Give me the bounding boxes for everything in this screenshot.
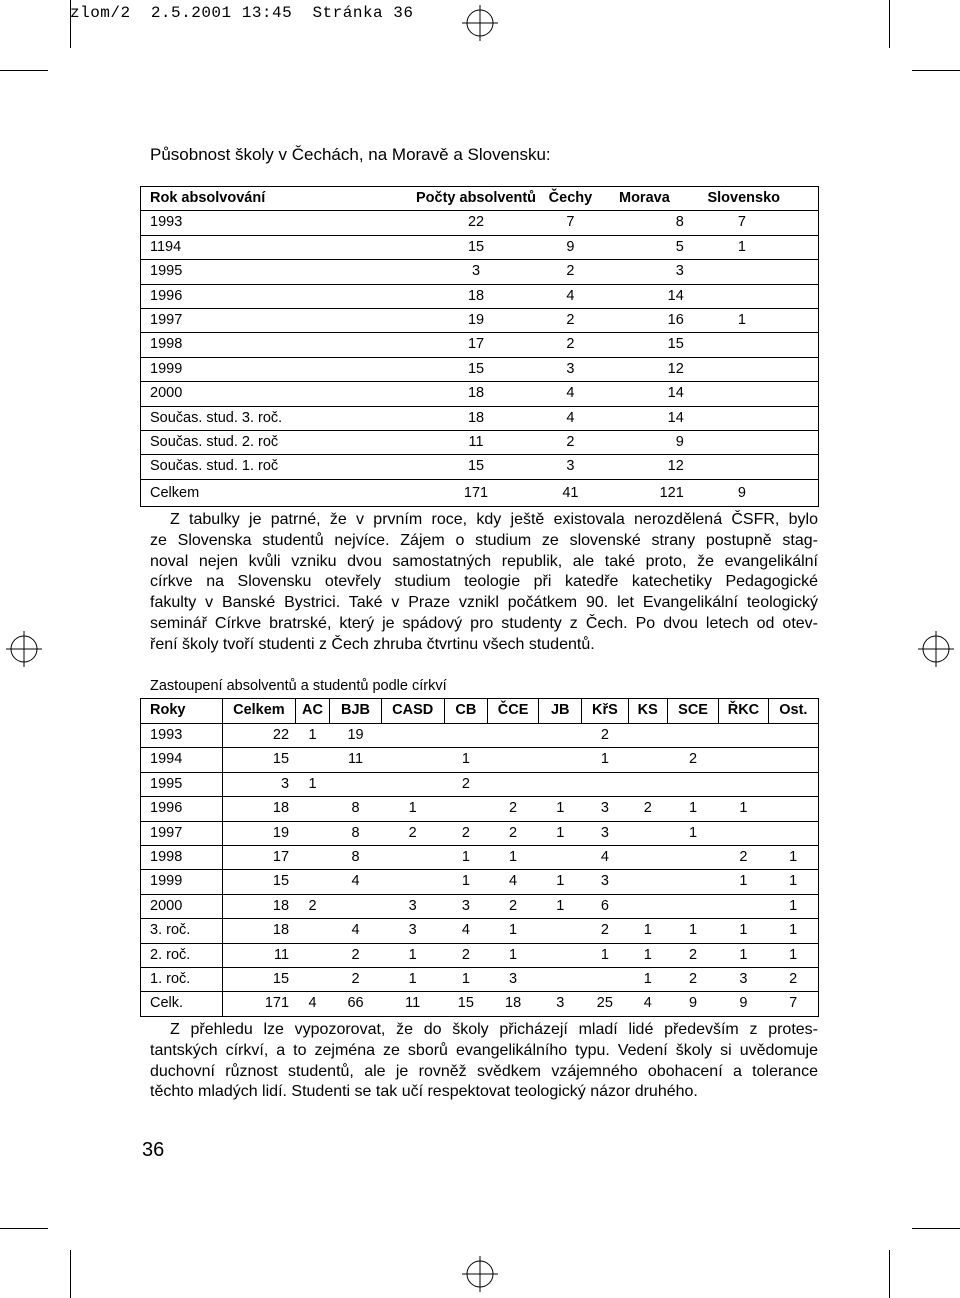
- table-cell: 2: [768, 968, 818, 992]
- column-header: Morava: [601, 187, 684, 211]
- column-header: KS: [628, 699, 667, 724]
- table-row: [141, 406, 819, 430]
- table-row: [141, 943, 819, 967]
- table-cell: 1: [628, 943, 667, 967]
- table-cell: 7: [789, 995, 798, 1012]
- table-cell: 25: [596, 995, 613, 1012]
- table-cell: 9: [737, 484, 746, 501]
- table-cell: Součas. stud. 1. roč: [141, 455, 293, 479]
- table-cell: 1: [768, 919, 818, 943]
- table-cell: 2: [540, 431, 601, 455]
- table-cell: [628, 894, 667, 918]
- table-cell: 4: [330, 870, 381, 894]
- table-cell: [487, 724, 538, 748]
- table-cell: [295, 919, 330, 943]
- table-cell: 1996: [141, 284, 293, 308]
- table-cell: [719, 724, 769, 748]
- table-cell: [768, 724, 818, 748]
- table-cell: 1995: [141, 772, 223, 796]
- table-cell: 22: [223, 724, 295, 748]
- table-cell: 2: [667, 943, 718, 967]
- table-cell: 15: [292, 235, 540, 259]
- table-cell: 3: [444, 894, 487, 918]
- table-cell: 9: [601, 431, 684, 455]
- table-row: [141, 309, 819, 333]
- table-cell: 14: [601, 284, 684, 308]
- table-cell: [539, 772, 582, 796]
- table-cell: 3: [292, 260, 540, 284]
- table-cell: 4: [330, 919, 381, 943]
- table-cell: 3: [540, 455, 601, 479]
- table-row: [141, 919, 819, 943]
- table-cell: [295, 797, 330, 821]
- table-cell: 1: [667, 919, 718, 943]
- table-cell: 4: [540, 406, 601, 430]
- crop-mark: [889, 1250, 890, 1298]
- table-cell: 2: [487, 797, 538, 821]
- table-row: [141, 724, 819, 748]
- table-cell: [539, 724, 582, 748]
- table-cell: [628, 724, 667, 748]
- table-cell: 66: [347, 995, 364, 1012]
- table-cell: 2: [444, 821, 487, 845]
- table-row: [141, 870, 819, 894]
- crop-mark: [0, 70, 48, 71]
- table-row: [141, 333, 819, 357]
- crop-mark: [0, 1228, 48, 1229]
- table-cell: [330, 772, 381, 796]
- table-cell: [667, 772, 718, 796]
- table-cell: 1997: [141, 821, 223, 845]
- column-header: Ost.: [768, 699, 818, 724]
- table-cell: 19: [292, 309, 540, 333]
- table-cell: 171: [463, 484, 489, 501]
- table-cell: [628, 748, 667, 772]
- table-cell: 1: [719, 943, 769, 967]
- crop-mark: [889, 0, 890, 48]
- table-cell: [667, 894, 718, 918]
- table-cell: 4: [582, 846, 628, 870]
- table-cell: [381, 846, 444, 870]
- paragraph-line: noval nejen kvůli vzniku dvou samostatných republik, ale také proto, že evangelikální: [150, 552, 818, 570]
- table2-heading: Zastoupení absolventů a studentů podle církví: [150, 678, 447, 694]
- table-cell: 4: [540, 382, 601, 406]
- column-header: BJB: [330, 699, 381, 724]
- table-cell: 1: [667, 797, 718, 821]
- table-cell: 2: [444, 943, 487, 967]
- table-cell: [330, 894, 381, 918]
- table-cell: 18: [223, 894, 295, 918]
- table-cell: 1: [719, 797, 769, 821]
- table-cell: [295, 821, 330, 845]
- column-header: ŘKC: [719, 699, 769, 724]
- table-cell: 15: [292, 357, 540, 381]
- table-cell: 6: [582, 894, 628, 918]
- table-cell: [684, 382, 819, 406]
- table-cell: Celkem: [150, 484, 200, 501]
- table-cell: 18: [223, 919, 295, 943]
- crop-mark: [912, 1228, 960, 1229]
- table-cell: 8: [601, 211, 684, 235]
- page-number: 36: [142, 1139, 165, 1161]
- table-cell: 1: [444, 870, 487, 894]
- table-cell: [582, 772, 628, 796]
- table-cell: 3: [582, 821, 628, 845]
- table-cell: [628, 870, 667, 894]
- paragraph-line: Z tabulky je patrné, že v prvním roce, kdy ještě existovala nerozdělená ČSFR, bylo: [170, 511, 818, 528]
- table-cell: 3: [601, 260, 684, 284]
- table-cell: 1: [667, 821, 718, 845]
- table-cell: 15: [457, 995, 474, 1012]
- paragraph-church-analysis: [150, 1020, 818, 1103]
- table-cell: [295, 846, 330, 870]
- table-cell: 121: [659, 484, 684, 501]
- table-cell: 2: [444, 772, 487, 796]
- table-cell: 19: [223, 821, 295, 845]
- table-cell: 7: [684, 211, 819, 235]
- table-row: [141, 968, 819, 992]
- table-cell: 3: [540, 357, 601, 381]
- table-cell: 1: [295, 772, 330, 796]
- table-cell: Celk.: [141, 992, 223, 1016]
- table-cell: 2: [667, 748, 718, 772]
- table-cell: 3: [381, 894, 444, 918]
- table-cell: [381, 772, 444, 796]
- table-cell: 11: [223, 943, 295, 967]
- table-header-row: [141, 187, 819, 211]
- table-cell: [381, 870, 444, 894]
- table-cell: [539, 968, 582, 992]
- table-cell: 3: [719, 968, 769, 992]
- table-cell: 2. roč.: [141, 943, 223, 967]
- table-cell: 171: [264, 995, 290, 1012]
- column-header: Rok absolvování: [141, 187, 293, 211]
- table-cell: 18: [292, 406, 540, 430]
- table-cell: [667, 870, 718, 894]
- table-row: [141, 431, 819, 455]
- table-cell: 1: [768, 943, 818, 967]
- table-cell: [628, 846, 667, 870]
- column-header: JB: [539, 699, 582, 724]
- table-cell: 19: [330, 724, 381, 748]
- table-cell: 3: [582, 870, 628, 894]
- table-cell: 18: [292, 382, 540, 406]
- table-cell: [295, 968, 330, 992]
- table-cell: 1: [487, 943, 538, 967]
- table-cell: 1: [444, 968, 487, 992]
- table-row: [141, 894, 819, 918]
- table-cell: 1: [539, 870, 582, 894]
- registration-mark-icon: [918, 631, 954, 667]
- table-cell: 1998: [141, 846, 223, 870]
- table-cell: 11: [330, 748, 381, 772]
- table-cell: [628, 821, 667, 845]
- table-row: [141, 479, 819, 506]
- table-cell: 5: [601, 235, 684, 259]
- table-cell: [768, 772, 818, 796]
- table-cell: 7: [540, 211, 601, 235]
- table-cell: [539, 748, 582, 772]
- table-cell: 14: [601, 406, 684, 430]
- table-cell: 3: [556, 995, 565, 1012]
- column-header: KřS: [582, 699, 628, 724]
- table-header-row: [141, 699, 819, 724]
- print-slug: zlom/2 2.5.2001 13:45 Stránka 36: [70, 4, 414, 22]
- table-cell: 1994: [141, 748, 223, 772]
- table-cell: 2: [330, 943, 381, 967]
- table-cell: [684, 260, 819, 284]
- table-row: [141, 992, 819, 1016]
- column-header: CASD: [381, 699, 444, 724]
- table-cell: 11: [405, 995, 421, 1012]
- table-cell: 2: [540, 260, 601, 284]
- table-row: [141, 235, 819, 259]
- table-cell: 2: [295, 894, 330, 918]
- table-cell: [381, 748, 444, 772]
- table-cell: 1: [684, 235, 819, 259]
- paragraph-region-analysis: [150, 510, 818, 656]
- table-cell: 1: [381, 943, 444, 967]
- column-header: Slovensko: [684, 187, 819, 211]
- table-cell: [684, 431, 819, 455]
- paragraph-line: ření školy tvoří studenti z Čech zhruba čtvrtinu všech studentů.: [150, 635, 595, 653]
- table-cell: Součas. stud. 2. roč: [141, 431, 293, 455]
- table-cell: [295, 943, 330, 967]
- table-cell: [487, 748, 538, 772]
- table-cell: Součas. stud. 3. roč.: [141, 406, 293, 430]
- table-cell: 1999: [141, 870, 223, 894]
- table-cell: 12: [601, 455, 684, 479]
- table-cell: 1: [719, 919, 769, 943]
- table-cell: 1995: [141, 260, 293, 284]
- paragraph-line: církve na Slovensku otevřely studium teologie při katedře katechetiky Pedagogické: [150, 573, 818, 591]
- table-row: [141, 797, 819, 821]
- table-cell: 2: [540, 309, 601, 333]
- table-cell: 3: [487, 968, 538, 992]
- table-cell: [684, 333, 819, 357]
- table1-heading: Působnost školy v Čechách, na Moravě a Slovensku:: [150, 145, 551, 164]
- paragraph-line: tantských církví, a to zejména ze sborů evangelikálního typu. Vedení školy si uvědomuje: [150, 1041, 818, 1059]
- table-cell: 1: [444, 846, 487, 870]
- table-cell: [768, 821, 818, 845]
- table-cell: 2: [381, 821, 444, 845]
- table-cell: 2: [540, 333, 601, 357]
- table-cell: [719, 894, 769, 918]
- table-cell: [539, 919, 582, 943]
- table-cell: [381, 724, 444, 748]
- table-cell: [582, 968, 628, 992]
- table-cell: 22: [292, 211, 540, 235]
- table-cell: 1: [768, 846, 818, 870]
- table-cell: 1: [628, 919, 667, 943]
- table-row: [141, 772, 819, 796]
- table-cell: 14: [601, 382, 684, 406]
- table-cell: 3: [582, 797, 628, 821]
- paragraph-line: ze Slovenska studentů nejvíce. Zájem o studium ze slovenské strany postupně stag-: [150, 531, 818, 549]
- table-cell: 1194: [141, 235, 293, 259]
- paragraph-line: duchovní různost studentů, ale je rovněž svědkem vzájemného obohacení a tolerance: [150, 1062, 818, 1080]
- table-cell: 15: [223, 968, 295, 992]
- table-cell: 1: [582, 943, 628, 967]
- table-cell: 2: [487, 821, 538, 845]
- table-row: [141, 211, 819, 235]
- column-header: Počty absolventů: [292, 187, 540, 211]
- table-cell: 3: [381, 919, 444, 943]
- table-cell: 1: [444, 748, 487, 772]
- crop-mark: [70, 1250, 71, 1298]
- table-row: [141, 284, 819, 308]
- table-cell: 1: [539, 797, 582, 821]
- table-cell: 17: [292, 333, 540, 357]
- column-header: Čechy: [540, 187, 601, 211]
- registration-mark-icon: [6, 631, 42, 667]
- table-cell: 4: [643, 995, 652, 1012]
- table-row: [141, 821, 819, 845]
- table-row: [141, 846, 819, 870]
- table-cell: [539, 846, 582, 870]
- table-cell: 1: [582, 748, 628, 772]
- registration-mark-icon: [462, 1256, 498, 1292]
- table-cell: 1993: [141, 211, 293, 235]
- table-cell: 3. roč.: [141, 919, 223, 943]
- table-cell: [684, 455, 819, 479]
- table-cell: [768, 748, 818, 772]
- table-cell: 15: [601, 333, 684, 357]
- table-cell: 16: [601, 309, 684, 333]
- table-row: [141, 748, 819, 772]
- table-cell: 15: [292, 455, 540, 479]
- table-row: [141, 455, 819, 479]
- table-cell: 12: [601, 357, 684, 381]
- table-cell: 9: [739, 995, 748, 1012]
- table-cell: [539, 943, 582, 967]
- table-cell: 1: [684, 309, 819, 333]
- paragraph-line: fakulty v Banské Bystrici. Také v Praze vznikl počátkem 90. let Evangelikální teologický: [150, 594, 818, 612]
- table-cell: [684, 406, 819, 430]
- table-cell: 15: [223, 748, 295, 772]
- table-cell: 4: [444, 919, 487, 943]
- column-header: SCE: [667, 699, 718, 724]
- table-cell: 1: [628, 968, 667, 992]
- table-cell: 1. roč.: [141, 968, 223, 992]
- table-cell: [667, 724, 718, 748]
- column-header: AC: [295, 699, 330, 724]
- table-cell: 9: [689, 995, 698, 1012]
- column-header: Roky: [141, 699, 223, 724]
- table-cell: 1: [768, 894, 818, 918]
- table-cell: 2: [582, 724, 628, 748]
- table-cell: 1: [381, 797, 444, 821]
- table-cell: 2000: [141, 894, 223, 918]
- table-cell: 1: [487, 846, 538, 870]
- table-cell: 8: [330, 846, 381, 870]
- table-cell: 4: [487, 870, 538, 894]
- table-cell: 41: [562, 484, 579, 501]
- table-cell: 1: [381, 968, 444, 992]
- table-cell: 2: [487, 894, 538, 918]
- table-cell: [719, 748, 769, 772]
- table-cell: [719, 821, 769, 845]
- graduates-region-table: [140, 186, 819, 507]
- table-row: [141, 357, 819, 381]
- table-cell: 4: [308, 995, 317, 1012]
- table-cell: 1997: [141, 309, 293, 333]
- table-cell: 1998: [141, 333, 293, 357]
- table-cell: 17: [223, 846, 295, 870]
- table-cell: 2: [330, 968, 381, 992]
- church-affiliation-table: [140, 698, 819, 1017]
- column-header: CB: [444, 699, 487, 724]
- table-cell: 18: [223, 797, 295, 821]
- table-cell: [628, 772, 667, 796]
- table-cell: [768, 797, 818, 821]
- table-cell: 8: [330, 797, 381, 821]
- table-cell: 8: [330, 821, 381, 845]
- table-cell: 11: [292, 431, 540, 455]
- column-header: ČCE: [487, 699, 538, 724]
- table-cell: 1: [719, 870, 769, 894]
- table-cell: [295, 748, 330, 772]
- registration-mark-icon: [462, 5, 498, 41]
- table-cell: [487, 772, 538, 796]
- table-cell: 1: [768, 870, 818, 894]
- crop-mark: [912, 70, 960, 71]
- table-cell: [667, 846, 718, 870]
- table-row: [141, 382, 819, 406]
- column-header: Celkem: [223, 699, 295, 724]
- table-cell: [684, 357, 819, 381]
- table-cell: 1999: [141, 357, 293, 381]
- table-cell: 2: [667, 968, 718, 992]
- table-cell: 1996: [141, 797, 223, 821]
- table-cell: 1: [539, 821, 582, 845]
- table-cell: [444, 724, 487, 748]
- table-cell: 15: [223, 870, 295, 894]
- table-cell: [444, 797, 487, 821]
- table-cell: 1: [539, 894, 582, 918]
- table-cell: 2000: [141, 382, 293, 406]
- table-cell: 2: [582, 919, 628, 943]
- table-cell: 9: [540, 235, 601, 259]
- table-cell: 18: [292, 284, 540, 308]
- table-cell: 3: [223, 772, 295, 796]
- table-row: [141, 260, 819, 284]
- table-cell: 1: [487, 919, 538, 943]
- paragraph-line: těchto mladých lidí. Studenti se tak učí respektovat teologický názor druhého.: [150, 1083, 698, 1101]
- table-cell: 2: [628, 797, 667, 821]
- table-cell: [719, 772, 769, 796]
- table-cell: 18: [505, 995, 522, 1012]
- table-cell: [684, 284, 819, 308]
- table-cell: 2: [719, 846, 769, 870]
- paragraph-line: Z přehledu lze vypozorovat, že do školy přicházejí mladí lidé především z protes-: [170, 1021, 818, 1038]
- table-cell: 1: [295, 724, 330, 748]
- table-cell: [295, 870, 330, 894]
- table-cell: 4: [540, 284, 601, 308]
- table-cell: 1993: [141, 724, 223, 748]
- paragraph-line: seminář Církve bratrské, který je spádový pro studenty z Čech. Po dvou letech od otev-: [150, 614, 818, 632]
